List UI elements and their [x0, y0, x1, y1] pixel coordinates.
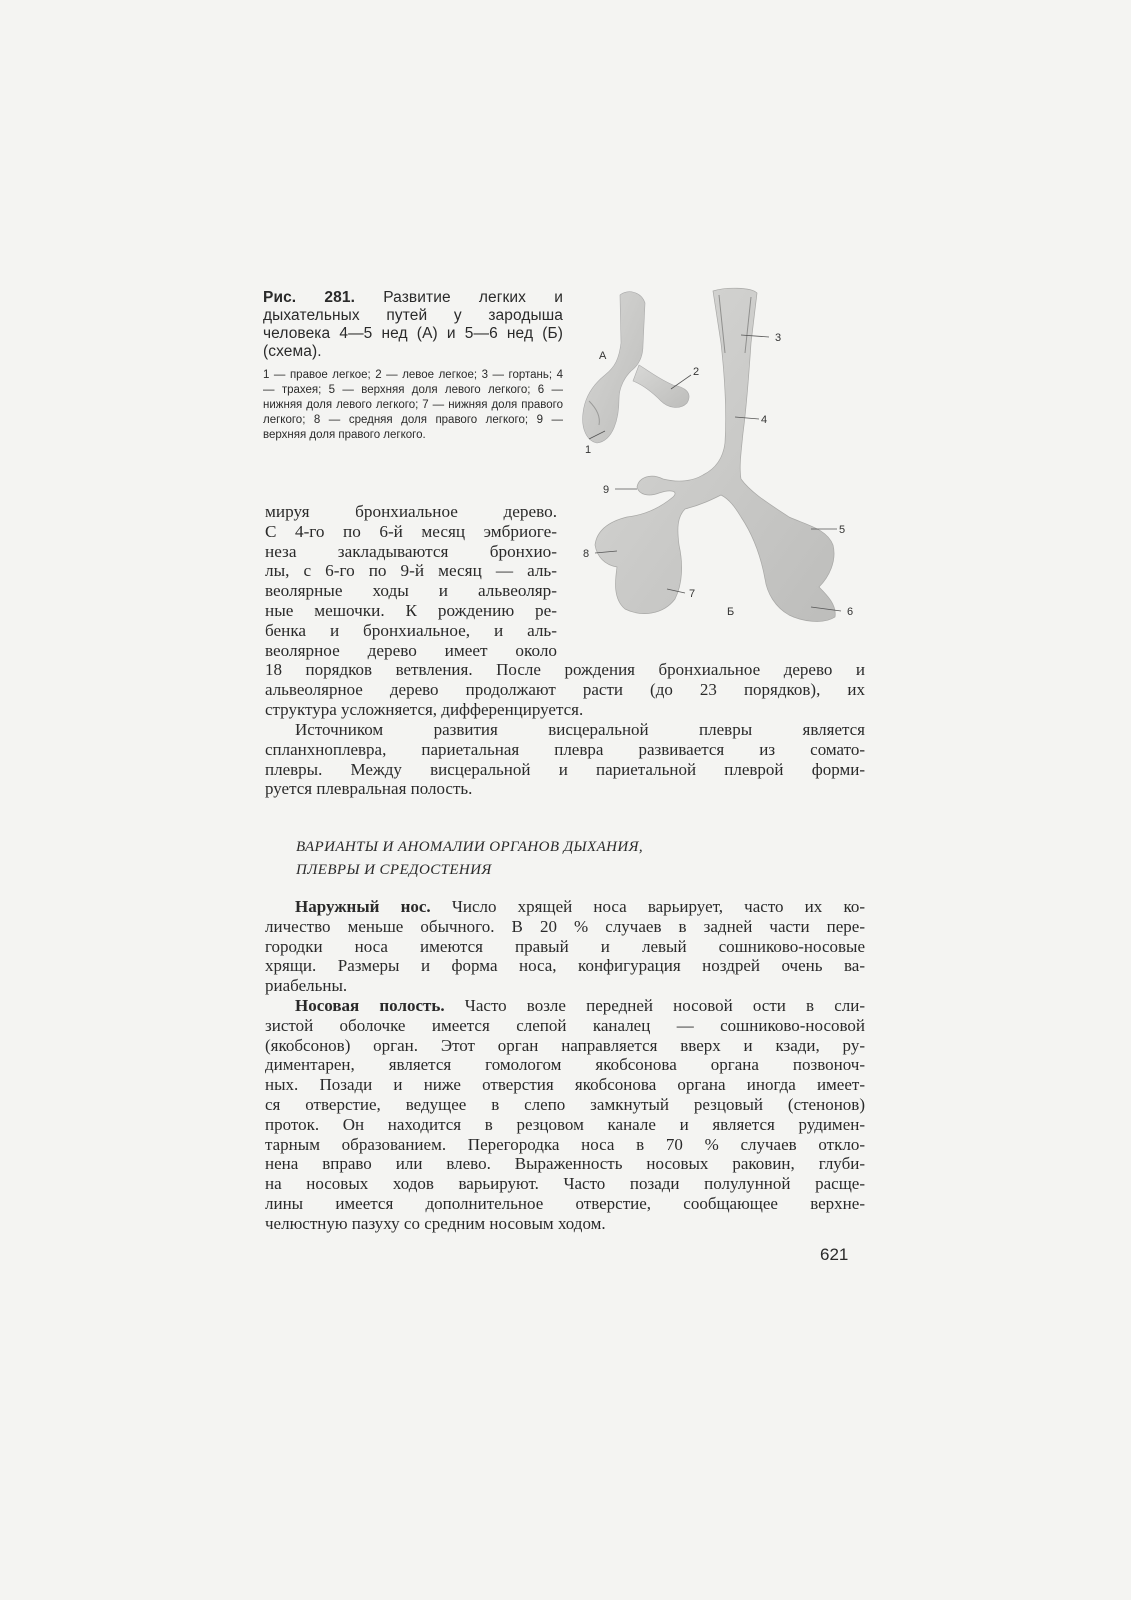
text-line: веолярное дерево имеет около	[265, 640, 557, 660]
caption-title-text: Развитие легких и дыхательных путей у зародыша человека 4—5 нед (А) и 5—6 нед (Б) (схема).	[263, 289, 563, 360]
text-line: нена вправо или влево. Выраженность носовых раковин, глуби-	[265, 1154, 865, 1174]
text-beside-figure	[265, 502, 557, 660]
text-line: мируя бронхиальное дерево.	[265, 502, 557, 521]
text-line: личество меньше обычного. В 20 % случаев в задней части пере-	[265, 916, 865, 936]
figure-label-1: 1	[585, 444, 592, 456]
text-line: на носовых ходов варьируют. Часто позади полулунной расще-	[265, 1174, 865, 1194]
text-line: 18 порядков ветвления. После рождения бронхиальное дерево и	[265, 660, 865, 679]
text-line: проток. Он находится в резцовом канале и является рудимен-	[265, 1114, 865, 1134]
figure-number: Рис. 281.	[263, 289, 355, 306]
text-line: Наружный нос. Число хрящей носа варьирует, часто их ко-	[295, 897, 865, 916]
figure-label-4: 4	[761, 414, 768, 426]
text-line: диментарен, является гомологом якобсонова органа позвоноч-	[265, 1055, 865, 1075]
panel-a-drawing	[583, 292, 689, 443]
panel-a-label: А	[599, 350, 607, 362]
text-line: структура усложняется, дифференцируется.	[265, 699, 584, 719]
page-number: 621	[820, 1245, 849, 1264]
figure-label-2: 2	[693, 366, 700, 378]
text-line: плевры. Между висцеральной и париетальной плеврой форми-	[265, 759, 865, 779]
section-heading	[296, 836, 856, 882]
paragraph-pleura	[265, 720, 865, 799]
section-heading-line: ВАРИАНТЫ И АНОМАЛИИ ОРГАНОВ ДЫХАНИЯ,	[296, 839, 644, 855]
text-line: лины имеется дополнительное отверстие, сообщающее верхне-	[265, 1193, 865, 1213]
text-line: Источником развития висцеральной плевры является	[295, 720, 865, 739]
text-line: тарным образованием. Перегородка носа в 70 % случаев откло-	[265, 1134, 865, 1154]
figure-caption	[263, 289, 563, 443]
text-line: лы, с 6-го по 9-й месяц — аль-	[265, 561, 557, 581]
caption-title	[263, 289, 563, 361]
text-line: неза закладываются бронхио-	[265, 541, 557, 561]
figure-label-6: 6	[847, 606, 854, 618]
text-line: альвеолярное дерево продолжают расти (до 23 порядков), их	[265, 679, 865, 699]
panel-b-label: Б	[727, 606, 735, 618]
text-line: ных. Позади и ниже отверстия якобсонова органа иногда имеет-	[265, 1075, 865, 1095]
term-external-nose: Наружный нос.	[295, 897, 431, 916]
paragraph-nasal-cavity	[265, 996, 865, 1234]
figure-label-9: 9	[603, 484, 610, 496]
paragraph-external-nose	[265, 897, 865, 996]
figure-label-7: 7	[689, 588, 696, 600]
text-line: челюстную пазуху со средним носовым ходом.	[265, 1213, 606, 1233]
figure-label-3: 3	[775, 332, 782, 344]
text-line: (якобсонов) орган. Этот орган направляется вверх и кзади, ру-	[265, 1035, 865, 1055]
text-line: бенка и бронхиальное, и аль-	[265, 620, 557, 640]
text-line: ные мешочки. К рождению ре-	[265, 600, 557, 620]
text-line: руется плевральная полость.	[265, 779, 473, 799]
text-line: хрящи. Размеры и форма носа, конфигурация ноздрей очень ва-	[265, 956, 865, 976]
lung-development-figure	[575, 283, 875, 628]
text-line: Носовая полость. Часто возле передней носовой ости в сли-	[295, 996, 865, 1015]
text-line: зистой оболочке имеется слепой каналец — сошниково-носовой	[265, 1015, 865, 1035]
text-line: ся отверстие, ведущее в слепо замкнутый резцовый (стенонов)	[265, 1094, 865, 1114]
text-line: веолярные ходы и альвеоляр-	[265, 581, 557, 601]
text-line: спланхноплевра, париетальная плевра развивается из сомато-	[265, 739, 865, 759]
term-nasal-cavity: Носовая полость.	[295, 996, 445, 1015]
figure-label-5: 5	[839, 524, 846, 536]
text-line: риабельны.	[265, 976, 348, 996]
lung-development-illustration	[575, 283, 875, 628]
text-line: С 4-го по 6-й месяц эмбриоге-	[265, 521, 557, 541]
figure-label-8: 8	[583, 548, 590, 560]
paragraph-development	[265, 660, 865, 719]
text-line: городки носа имеются правый и левый сошниково-носовые	[265, 936, 865, 956]
section-heading-line: ПЛЕВРЫ И СРЕДОСТЕНИЯ	[296, 862, 492, 878]
caption-legend: 1 — правое легкое; 2 — левое легкое; 3 — гортань; 4 — трахея; 5 — верхняя доля левого легкого; 6 — нижняя доля левого легкого; 7 — нижняя доля правого легкого; 8 — средняя доля правого легкого; 9 — верхняя доля правого легкого.	[263, 369, 563, 441]
